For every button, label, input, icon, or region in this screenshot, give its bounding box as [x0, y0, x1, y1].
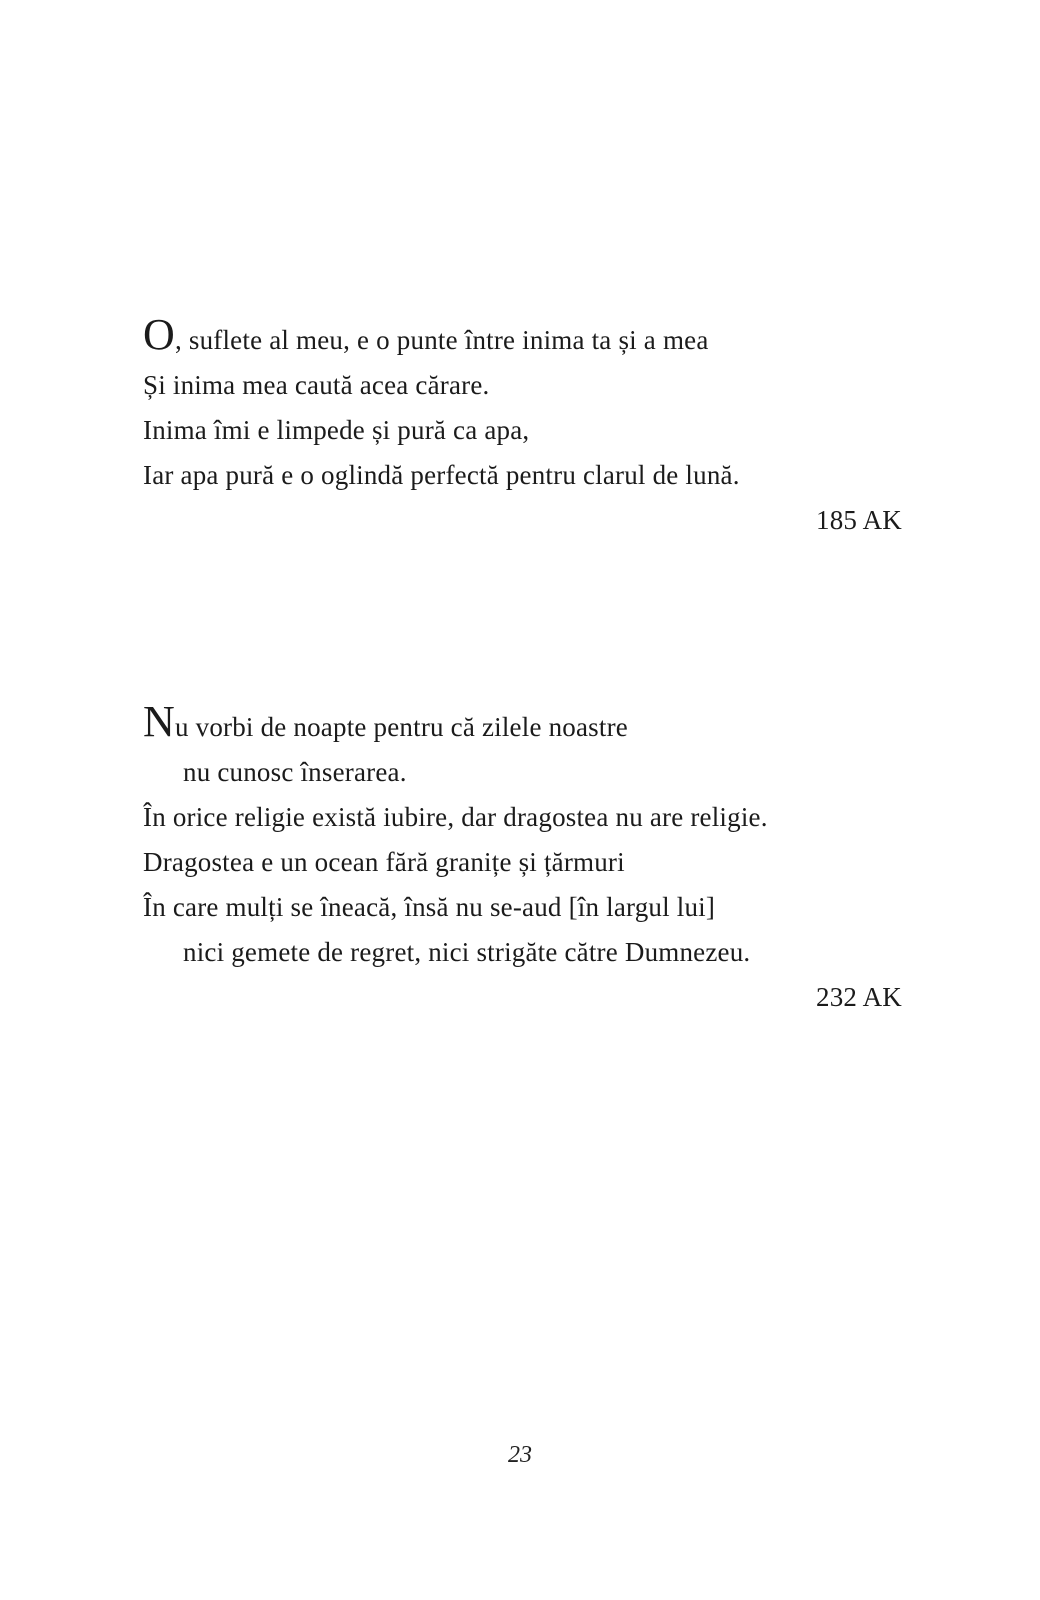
poem-attribution: 185 AK	[816, 505, 902, 535]
poem-line-text: , suflete al meu, e o punte între inima ta și a mea	[174, 325, 709, 355]
poem-line	[143, 697, 902, 750]
poem-attribution: 232 AK	[816, 982, 902, 1012]
page-content	[143, 310, 902, 1020]
poem-line: nici gemete de regret, nici strigăte către Dumnezeu.	[183, 937, 751, 967]
poem-second	[143, 697, 902, 1020]
initial-cap: O	[143, 310, 175, 359]
page-number: 23	[508, 1442, 532, 1468]
poem-line: Dragostea e un ocean fără granițe și țărmuri	[143, 847, 625, 877]
poem-line: În care mulți se îneacă, însă nu se-aud [în largul lui]	[143, 892, 716, 922]
poem-first	[143, 310, 902, 543]
poem-line: În orice religie există iubire, dar dragostea nu are religie.	[143, 802, 768, 832]
poem-line	[143, 310, 902, 363]
initial-cap: N	[143, 697, 175, 746]
poem-line: Inima îmi e limpede și pură ca apa,	[143, 415, 530, 445]
poem-line: nu cunosc înserarea.	[183, 757, 407, 787]
poem-line: Și inima mea caută acea cărare.	[143, 370, 490, 400]
poem-line-text: u vorbi de noapte pentru că zilele noastre	[174, 712, 628, 742]
poem-line: Iar apa pură e o oglindă perfectă pentru clarul de lună.	[143, 460, 740, 490]
